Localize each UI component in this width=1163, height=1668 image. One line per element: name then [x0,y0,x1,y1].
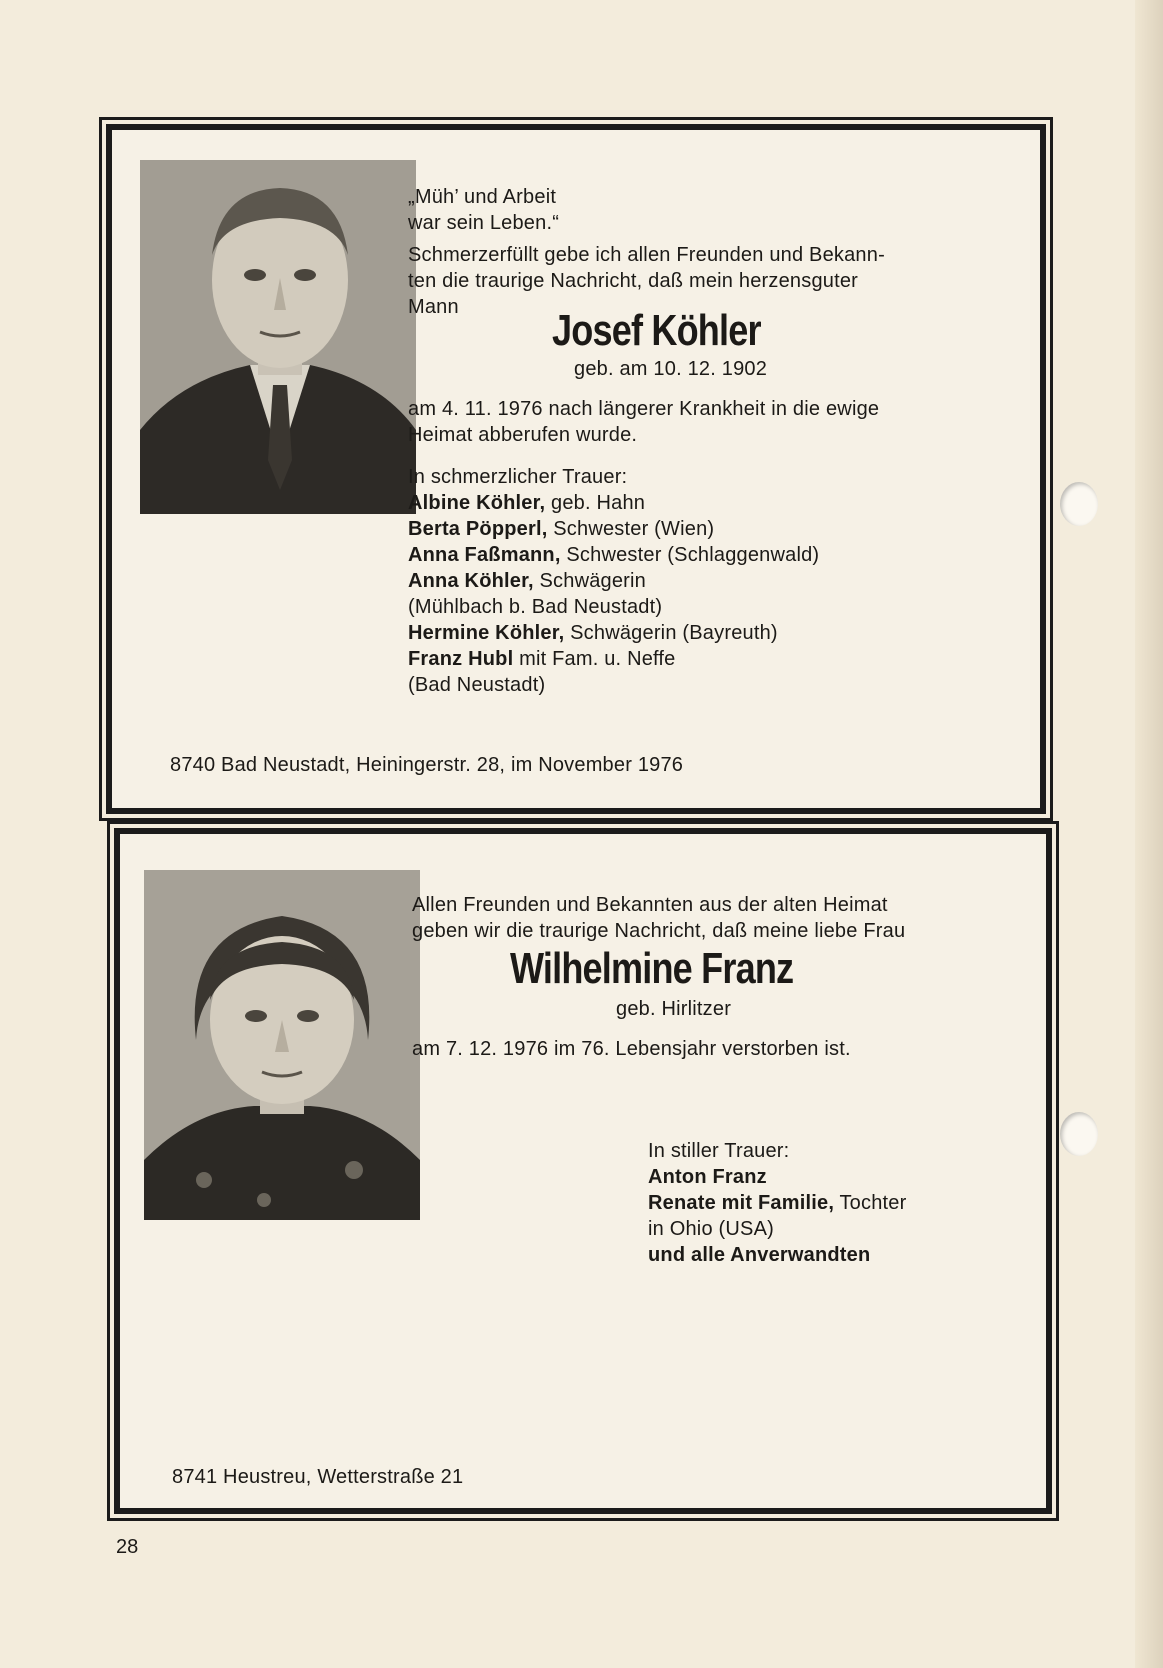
mourner-name: Hermine Köhler, [408,622,565,644]
punch-hole-bottom [1060,1112,1098,1156]
mourner-detail: Schwester (Wien) [547,518,715,540]
mourning-heading: In schmerzlicher Trauer: [408,466,628,488]
mourner-line [408,646,676,673]
quote-line-2: war sein Leben.“ [408,212,560,234]
mourner-line [408,568,646,595]
portrait-photo-man [140,160,416,514]
death-line-2: Heimat abberufen wurde. [408,424,638,446]
mourner-line [648,1242,870,1269]
mourning-heading: In stiller Trauer: [648,1140,790,1162]
mourner-line [648,1216,774,1243]
address: 8741 Heustreu, Wetterstraße 21 [172,1466,464,1488]
mourner-detail: Schwester (Schlaggenwald) [560,544,820,566]
mourner-name: Anna Faßmann, [408,544,561,566]
mourner-name: Albine Köhler, [408,492,546,514]
address: 8740 Bad Neustadt, Heiningerstr. 28, im November 1976 [170,754,684,776]
mourner-detail: mit Fam. u. Neffe [513,648,676,670]
mourner-line [408,594,662,621]
punch-hole-top [1060,482,1098,526]
deceased-name: Wilhelmine Franz [510,944,794,993]
mourner-line [408,620,778,647]
mourner-detail: (Mühlbach b. Bad Neustadt) [408,596,663,618]
intro-line-1: Schmerzerfüllt gebe ich allen Freunden und Bekann- [408,244,885,266]
mourner-line [408,542,819,569]
obituary-box-josef [106,124,1046,814]
birth-date: geb. am 10. 12. 1902 [574,358,768,380]
page-number: 28 [116,1536,139,1558]
man-portrait-illustration [140,160,416,514]
mourner-detail: geb. Hahn [545,492,646,514]
mourner-detail: in Ohio (USA) [648,1218,774,1240]
mourner-line [408,516,714,543]
woman-portrait-illustration [144,870,420,1220]
portrait-photo-woman [144,870,420,1220]
mourner-line [408,672,545,699]
mourner-detail: (Bad Neustadt) [408,674,546,696]
death-line: am 7. 12. 1976 im 76. Lebensjahr verstorben ist. [412,1038,851,1060]
death-line-1: am 4. 11. 1976 nach längerer Krankheit in die ewige [408,398,880,420]
mourner-line [408,490,645,517]
intro-line-3: Mann [408,296,459,318]
intro-line-2: geben wir die traurige Nachricht, daß meine liebe Frau [412,920,906,942]
mourner-detail: Schwägerin [533,570,647,592]
mourner-name: Anna Köhler, [408,570,534,592]
intro-line-2: ten die traurige Nachricht, daß mein herzensguter [408,270,859,292]
mourner-line [648,1190,906,1217]
page-edge-shadow [1135,0,1163,1668]
intro-line-1: Allen Freunden und Bekannten aus der alten Heimat [412,894,888,916]
birth-name: geb. Hirlitzer [616,998,732,1020]
mourner-name: Berta Pöpperl, [408,518,548,540]
mourner-detail: Schwägerin (Bayreuth) [564,622,778,644]
mourner-name: Anton Franz [648,1166,767,1188]
mourner-name: Renate mit Familie, [648,1192,835,1214]
mourner-detail: Tochter [834,1192,907,1214]
obituary-box-wilhelmine [114,828,1052,1514]
quote-line-1: „Müh’ und Arbeit [408,186,557,208]
deceased-name: Josef Köhler [552,306,761,355]
mourner-name: Franz Hubl [408,648,514,670]
mourner-name: und alle Anverwandten [648,1244,871,1266]
mourner-line [648,1164,767,1191]
